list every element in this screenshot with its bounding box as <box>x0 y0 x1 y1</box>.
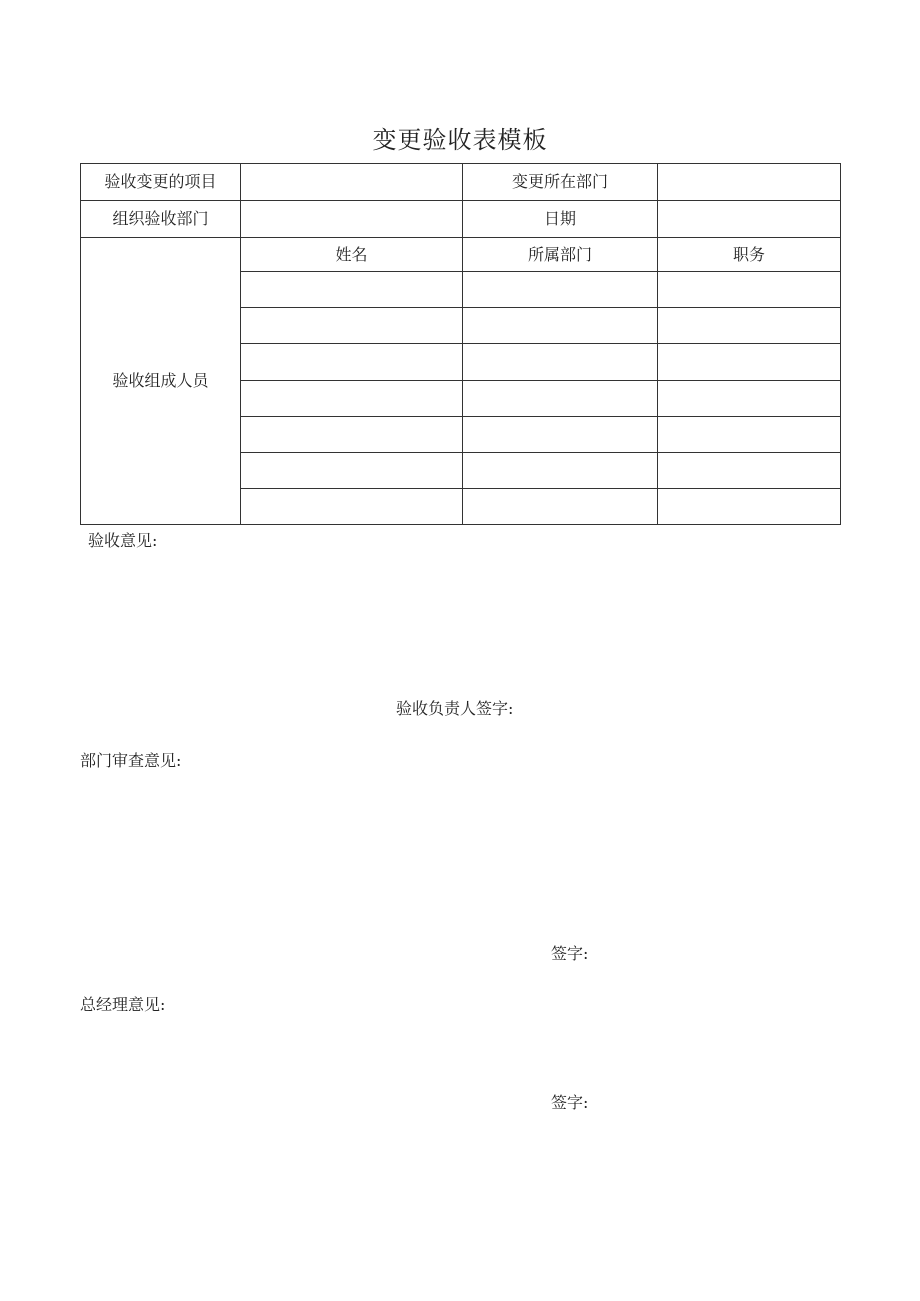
table-row <box>81 238 841 272</box>
header-position: 职务 <box>658 238 841 272</box>
member-position-cell[interactable] <box>658 344 841 380</box>
member-department-cell[interactable] <box>463 380 658 416</box>
member-department-cell[interactable] <box>463 488 658 524</box>
acceptance-signature-label: 验收负责人签字: <box>396 699 514 718</box>
member-department-cell[interactable] <box>463 344 658 380</box>
member-position-cell[interactable] <box>658 272 841 308</box>
member-name-cell[interactable] <box>241 344 463 380</box>
table-row <box>81 201 841 238</box>
item-field[interactable] <box>241 164 463 201</box>
member-department-cell[interactable] <box>463 416 658 452</box>
members-label: 验收组成人员 <box>81 238 241 525</box>
member-position-cell[interactable] <box>658 488 841 524</box>
general-manager-signature-label: 签字: <box>551 1093 589 1112</box>
department-review-label: 部门审查意见: <box>80 751 182 770</box>
member-position-cell[interactable] <box>658 308 841 344</box>
member-name-cell[interactable] <box>241 272 463 308</box>
date-field[interactable] <box>658 201 841 238</box>
table-row <box>81 164 841 201</box>
acceptance-form-table <box>80 163 841 525</box>
date-label: 日期 <box>463 201 658 238</box>
department-signature-label: 签字: <box>551 944 589 963</box>
header-department: 所属部门 <box>463 238 658 272</box>
page-title: 变更验收表模板 <box>372 126 548 154</box>
org-dept-field[interactable] <box>241 201 463 238</box>
member-name-cell[interactable] <box>241 380 463 416</box>
member-name-cell[interactable] <box>241 452 463 488</box>
member-position-cell[interactable] <box>658 380 841 416</box>
member-position-cell[interactable] <box>658 452 841 488</box>
member-department-cell[interactable] <box>463 452 658 488</box>
acceptance-opinion-label: 验收意见: <box>88 531 158 550</box>
member-department-cell[interactable] <box>463 308 658 344</box>
member-position-cell[interactable] <box>658 416 841 452</box>
header-name: 姓名 <box>241 238 463 272</box>
dept-field[interactable] <box>658 164 841 201</box>
item-label: 验收变更的项目 <box>81 164 241 201</box>
member-name-cell[interactable] <box>241 488 463 524</box>
dept-label: 变更所在部门 <box>463 164 658 201</box>
member-name-cell[interactable] <box>241 308 463 344</box>
general-manager-opinion-label: 总经理意见: <box>80 995 166 1014</box>
member-department-cell[interactable] <box>463 272 658 308</box>
member-name-cell[interactable] <box>241 416 463 452</box>
org-dept-label: 组织验收部门 <box>81 201 241 238</box>
